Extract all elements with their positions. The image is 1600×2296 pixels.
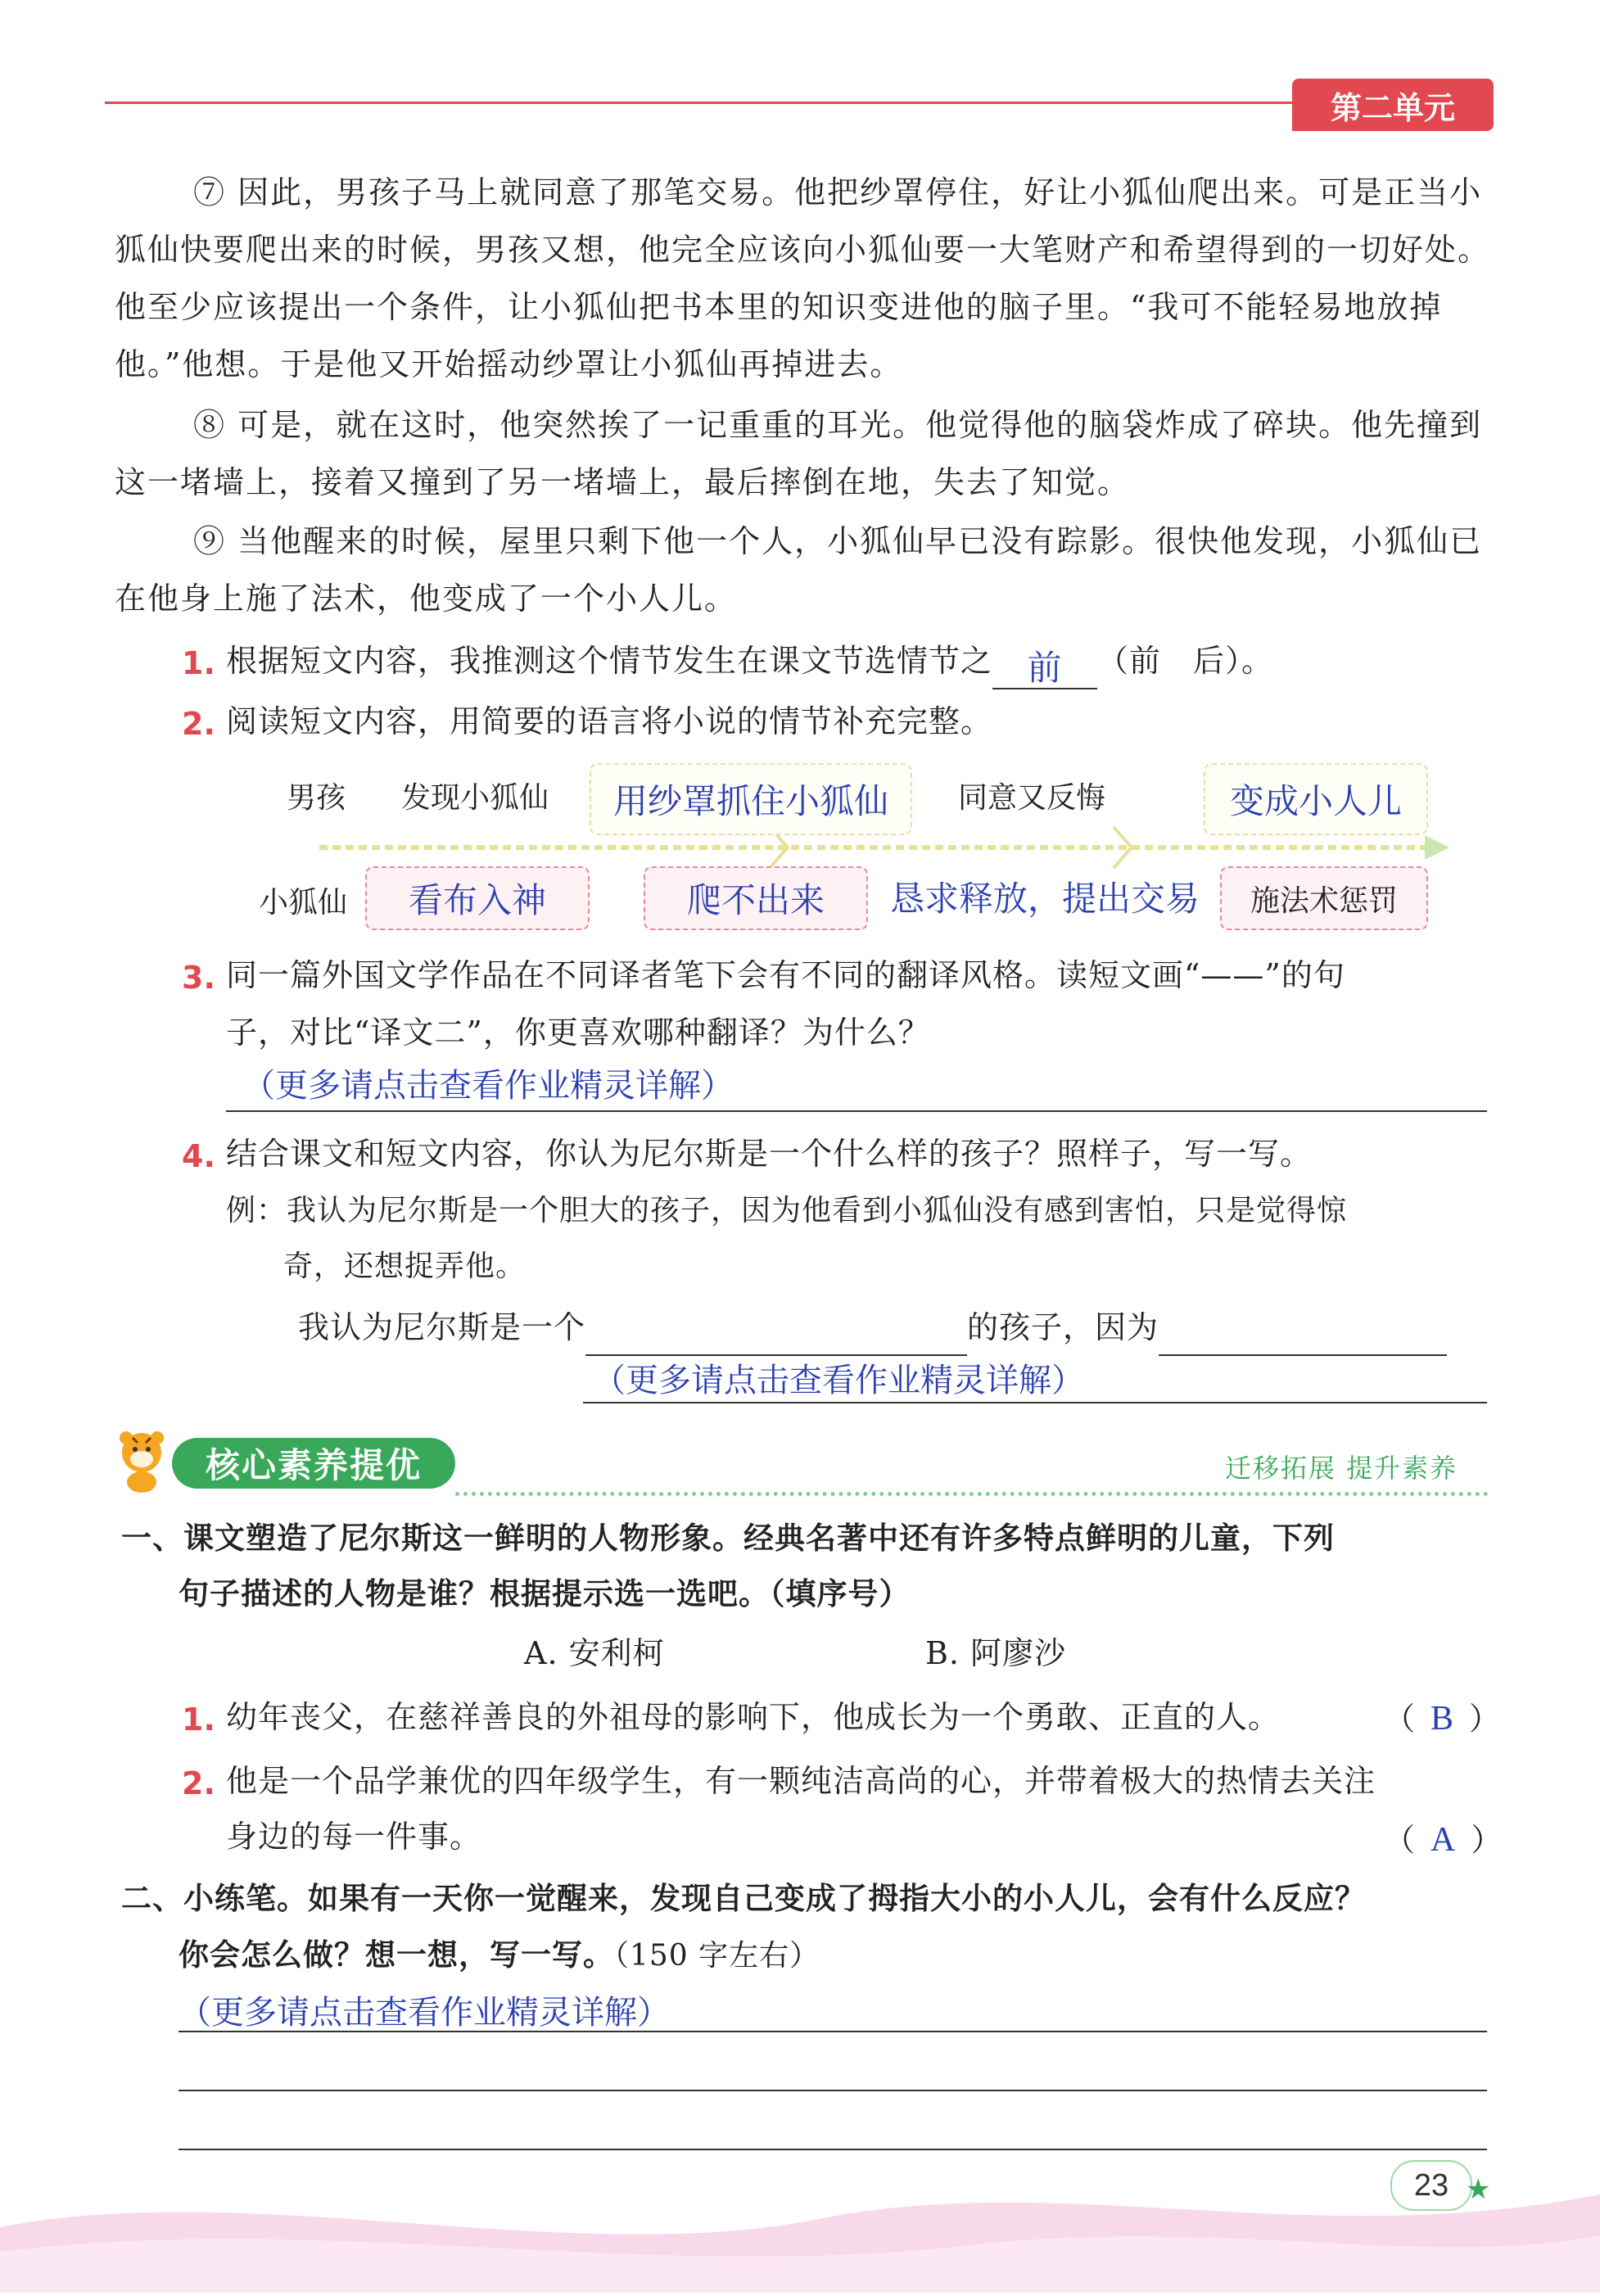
section-title-badge <box>172 1438 455 1489</box>
header-rule <box>105 102 1308 104</box>
q4-number: 4. <box>182 1138 215 1174</box>
q3-answer-line <box>226 1110 1487 1112</box>
writing-line-1 <box>179 2031 1487 2032</box>
q4-text: 结合课文和短文内容，你认为尼尔斯是一个什么样的孩子？照样子，写一写。 <box>226 1136 1313 1172</box>
q4-blank-2[interactable] <box>1159 1317 1447 1356</box>
paragraph-7: ⑦ 因此，男孩子马上就同意了那笔交易。他把纱罩停住，好让小狐仙爬出来。可是正当小狐仙快要爬出来的时候，男孩又想，他完全应该向小狐仙要一大笔财产和希望得到的一切好处。他至少应该提出一个条件，让小狐仙把书本里的知识变进他的脑子里。“我可不能轻易地放掉他。”他想。于是他又开始摇动纱罩让小狐仙再掉进去。 <box>115 174 1491 382</box>
row1-item-2: 用纱罩抓住小狐仙 <box>612 784 888 821</box>
page-number-badge <box>1390 2160 1472 2211</box>
unit-label: 第二单元 <box>1330 89 1455 126</box>
page-number: 23 <box>1413 2167 1449 2203</box>
q3-answer[interactable]: （更多请点击查看作业精灵详解） <box>242 1067 734 1104</box>
part1-line-2: 句子描述的人物是谁？根据提示选一选吧。（填序号） <box>179 1576 911 1611</box>
part1-item-1-text: 幼年丧父，在慈祥善良的外祖母的影响下，他成长为一个勇敢、正直的人。 <box>226 1699 1281 1735</box>
q4-answer-line <box>583 1402 1487 1403</box>
row1-item-4: 变成小人儿 <box>1229 784 1402 821</box>
option-a: A. 安利柯 <box>524 1635 665 1671</box>
q4-fill-in <box>298 1299 1447 1356</box>
part2-line-2 <box>179 1926 820 1985</box>
footer-wave <box>0 2162 1600 2293</box>
row2-item-3-box[interactable] <box>873 866 1217 927</box>
q4-fill-b: 的孩子，因为 <box>967 1309 1159 1345</box>
part1-item-2-text-2: 身边的每一件事。 <box>226 1819 482 1855</box>
q1-text <box>226 632 1273 689</box>
part2-line-1: 二、小练笔。如果有一天你一觉醒来，发现自己变成了拇指大小的小人儿，会有什么反应？ <box>121 1881 1366 1916</box>
part2-line-2b: （150 字左右） <box>614 1939 820 1973</box>
section-title: 核心素养提优 <box>205 1445 422 1485</box>
q1-answer: 前 <box>1027 650 1063 688</box>
row1-item-3: 同意又反悔 <box>958 781 1106 815</box>
part1-item-2-answer-slot[interactable]: （ A ） <box>1384 1821 1503 1859</box>
section-dotted-rule <box>455 1492 1489 1496</box>
row2-item-3: 恳求释放，提出交易 <box>889 881 1200 919</box>
row2-label: 小狐仙 <box>259 886 348 920</box>
row2-item-2: 爬不出来 <box>686 883 825 920</box>
row2-item-1-box[interactable] <box>365 866 590 930</box>
q4-example-line-2: 奇，还想捉弄他。 <box>283 1250 527 1283</box>
q1-after: （前 后）。 <box>1097 643 1274 679</box>
star-icon: ★ <box>1466 2173 1491 2206</box>
row1-item-1: 发现小狐仙 <box>401 781 549 815</box>
q2-number: 2. <box>182 706 215 742</box>
section-subtitle: 迁移拓展 提升素养 <box>1225 1453 1458 1484</box>
q4-blank-1[interactable] <box>585 1317 967 1356</box>
part1-item-2-text-1: 他是一个品学兼优的四年级学生，有一颗纯洁高尚的心，并带着极大的热情去关注 <box>226 1763 1376 1799</box>
part1-item-2-number: 2. <box>182 1765 215 1801</box>
q3-line-1: 同一篇外国文学作品在不同译者笔下会有不同的翻译风格。读短文画“——”的句 <box>226 957 1345 993</box>
row1-item-2-box[interactable] <box>590 763 912 835</box>
q1-number: 1. <box>182 645 215 681</box>
paragraph-9: ⑨ 当他醒来的时候，屋里只剩下他一个人，小狐仙早已没有踪影。很快他发现，小狐仙已在他身上施了法术，他变成了一个小人儿。 <box>115 523 1483 617</box>
row2-item-2-box[interactable] <box>644 866 868 930</box>
q4-answer[interactable]: （更多请点击查看作业精灵详解） <box>593 1362 1084 1399</box>
part2-answer[interactable]: （更多请点击查看作业精灵详解） <box>179 1994 670 2031</box>
q1-before: 根据短文内容，我推测这个情节发生在课文节选情节之 <box>226 643 993 679</box>
paragraph-8: ⑧ 可是，就在这时，他突然挨了一记重重的耳光。他觉得他的脑袋炸成了碎块。他先撞到这一堵墙上，接着又撞到了另一堵墙上，最后摔倒在地，失去了知觉。 <box>115 407 1483 500</box>
q4-example-line-1: 例：我认为尼尔斯是一个胆大的孩子，因为他看到小狐仙没有感到害怕，只是觉得惊 <box>226 1194 1348 1227</box>
part1-line-1: 一、课文塑造了尼尔斯这一鲜明的人物形象。经典名著中还有许多特点鲜明的儿童，下列 <box>121 1521 1335 1556</box>
row1-label: 男孩 <box>287 781 346 815</box>
part2-line-2a: 你会怎么做？想一想，写一写。 <box>179 1937 614 1973</box>
part1-item-2-answer: A <box>1431 1821 1457 1859</box>
unit-tab <box>1292 79 1494 131</box>
q3-line-2: 子，对比“译文二”，你更喜欢哪种翻译？为什么？ <box>226 1015 930 1051</box>
q3-number: 3. <box>182 960 215 996</box>
writing-line-2 <box>179 2090 1487 2091</box>
row2-item-4: 施法术惩罚 <box>1250 884 1398 918</box>
row2-item-1: 看布入神 <box>408 883 546 920</box>
part1-item-1-answer: B <box>1431 1700 1455 1738</box>
tiger-icon <box>113 1428 170 1494</box>
part1-item-1-answer-slot[interactable]: （ B ） <box>1384 1700 1502 1738</box>
q4-fill-a: 我认为尼尔斯是一个 <box>298 1309 586 1345</box>
writing-line-3 <box>179 2149 1487 2150</box>
option-b: B. 阿廖沙 <box>925 1635 1067 1671</box>
part1-item-1-number: 1. <box>182 1702 215 1738</box>
q1-answer-blank[interactable] <box>992 650 1097 689</box>
row2-item-4-box[interactable] <box>1220 866 1428 930</box>
row1-item-4-box[interactable] <box>1204 763 1428 835</box>
q2-text: 阅读短文内容，用简要的语言将小说的情节补充完整。 <box>226 703 993 739</box>
